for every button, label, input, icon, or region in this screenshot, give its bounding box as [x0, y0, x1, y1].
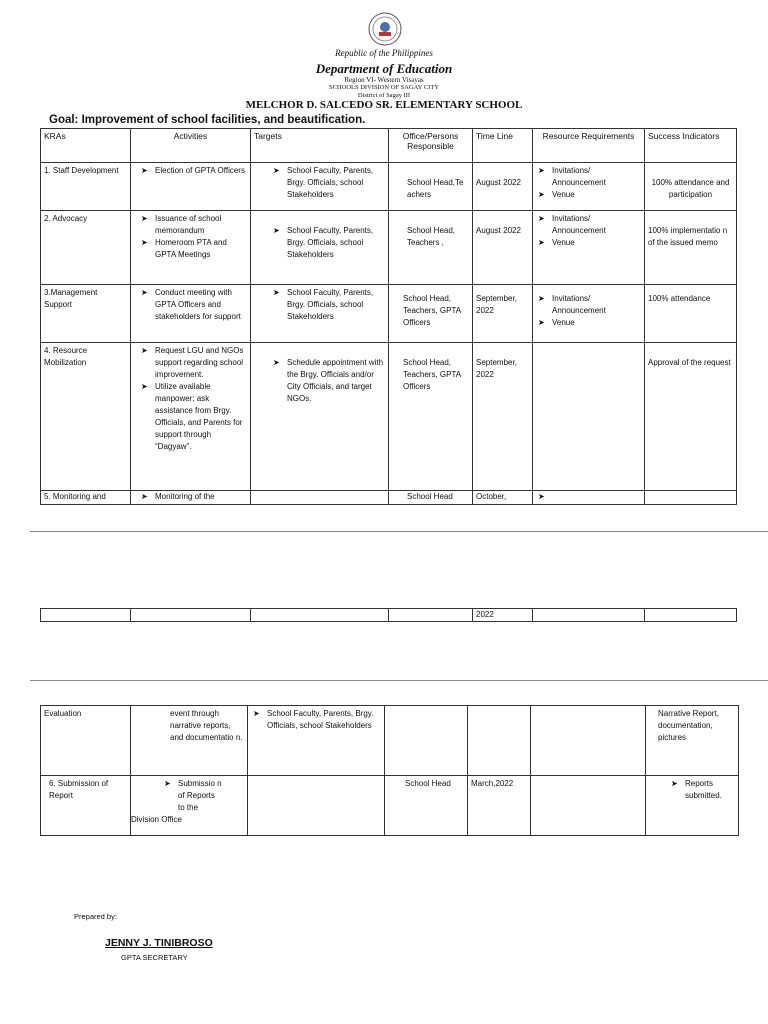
bullet-text: Election of GPTA Officers [155, 166, 245, 175]
column-header: Time Line [473, 129, 533, 163]
bullet-item [669, 778, 735, 802]
kra-cell: 2. Advocacy [41, 211, 131, 285]
bullet-text: Schedule appointment with the Brgy. Officials and/or City Officials, and target NGOs. [287, 358, 384, 403]
bullet-text: School Faculty, Parents, Brgy. Officials, school Stakeholders [267, 709, 374, 730]
bullet-item [536, 317, 641, 329]
timeline-cell: October, [473, 491, 533, 505]
activities-cell [131, 343, 251, 491]
bullet-text: Reports submitted. [685, 779, 722, 800]
bullet-text: Monitoring of the [155, 492, 215, 501]
kra-cell: Evaluation [41, 706, 131, 776]
bullet-item [139, 165, 247, 177]
bullet-text: Request LGU and NGOs support regarding school improvement. [155, 346, 244, 379]
table-row [41, 609, 737, 622]
bullet-item [139, 237, 247, 261]
bullet-item [251, 708, 381, 732]
arrow-bullet-icon: ➤ [141, 238, 148, 247]
bullet-item [271, 225, 385, 261]
activities-cell [131, 163, 251, 211]
bullet-text: School Faculty, Parents, Brgy. Officials, school Stakeholders [287, 226, 374, 259]
resources-cell [533, 285, 645, 343]
bullet-item [271, 165, 385, 201]
timeline-cell: September, 2022 [473, 285, 533, 343]
arrow-bullet-icon: ➤ [141, 166, 148, 175]
district-line: District of Sagay III [357, 92, 411, 99]
continued-table [40, 608, 737, 622]
bullet-text: Issuance of school memorandum [155, 214, 222, 235]
targets-cell [251, 343, 389, 491]
office-cell: School Head, Teachers, GPTA Officers [389, 343, 473, 491]
activities-cell [131, 776, 248, 836]
targets-cell [248, 776, 385, 836]
arrow-bullet-icon: ➤ [273, 288, 280, 297]
bullet-item [536, 189, 641, 201]
bullet-item [536, 237, 641, 249]
table-row [41, 491, 737, 505]
arrow-bullet-icon: ➤ [273, 166, 280, 175]
kra-cell: 4. Resource Mobilization [41, 343, 131, 491]
arrow-bullet-icon: ➤ [273, 226, 280, 235]
targets-cell [248, 706, 385, 776]
bullet-item [271, 287, 385, 323]
indicators-cell [646, 776, 739, 836]
bullet-text: School Faculty, Parents, Brgy. Officials, school Stakeholders [287, 288, 374, 321]
office-cell: School Head [389, 491, 473, 505]
bullet-text: Invitations/ Announcement [552, 294, 606, 315]
bullet-text: Venue [552, 318, 575, 327]
republic-line: Republic of the Philippines [335, 48, 433, 58]
activities-cell [131, 285, 251, 343]
timeline-cell: March,2022 [468, 776, 531, 836]
action-plan-table [40, 128, 737, 505]
column-header: Activities [131, 129, 251, 163]
targets-cell [251, 491, 389, 505]
kra-cell: 3.Management Support [41, 285, 131, 343]
kra-cell: 5. Monitoring and [41, 491, 131, 505]
goal-statement: Goal: Improvement of school facilities, and beautification. [49, 114, 366, 126]
activities-cell [131, 491, 251, 505]
arrow-bullet-icon: ➤ [164, 779, 171, 788]
timeline-cell: August 2022 [473, 163, 533, 211]
arrow-bullet-icon: ➤ [671, 779, 678, 788]
arrow-bullet-icon: ➤ [273, 358, 280, 367]
timeline-cell: 2022 [473, 609, 533, 622]
arrow-bullet-icon: ➤ [141, 288, 148, 297]
table-row [41, 706, 739, 776]
bullet-text: Venue [552, 238, 575, 247]
indicators-cell: Approval of the request [645, 343, 737, 491]
arrow-bullet-icon: ➤ [538, 190, 545, 199]
resources-cell [533, 343, 645, 491]
activities-tail: Division Office [131, 815, 182, 824]
arrow-bullet-icon: ➤ [538, 214, 545, 223]
resources-cell [533, 211, 645, 285]
bullet-text: Utilize available manpower; ask assistance from Brgy. Officials, and Parents for support through “Dagyaw”. [155, 382, 243, 451]
kra-cell: 6. Submission of Report [41, 776, 131, 836]
page-break-line [30, 531, 768, 532]
table-row [41, 285, 737, 343]
office-cell [385, 706, 468, 776]
bullet-item [536, 165, 641, 189]
bullet-item [536, 213, 641, 237]
bullet-item [536, 293, 641, 317]
bullet-text: Homeroom PTA and GPTA Meetings [155, 238, 227, 259]
office-cell: School Head,Te achers [389, 163, 473, 211]
bullet-item [162, 778, 222, 814]
resources-cell [533, 163, 645, 211]
kra-cell: 1. Staff Development [41, 163, 131, 211]
division-line: SCHOOLS DIVISION OF SAGAY CITY [328, 84, 440, 91]
bullet-item [139, 491, 247, 502]
arrow-bullet-icon: ➤ [538, 166, 545, 175]
bullet-item [139, 381, 247, 453]
resources-cell [531, 776, 646, 836]
table-header-row [41, 129, 737, 163]
indicators-cell: 100% implementatio n of the issued memo [645, 211, 737, 285]
bullet-text: Venue [552, 190, 575, 199]
action-plan-table-continued [40, 705, 739, 836]
arrow-bullet-icon: ➤ [141, 382, 148, 391]
bullet-text: School Faculty, Parents, Brgy. Officials, school Stakeholders [287, 166, 374, 199]
office-cell: School Head [385, 776, 468, 836]
targets-cell [251, 285, 389, 343]
indicators-cell: 100% attendance [645, 285, 737, 343]
column-header: Resource Requirements [533, 129, 645, 163]
bullet-item [139, 213, 247, 237]
table-row [41, 211, 737, 285]
page-break-line [30, 680, 768, 681]
signatory-name: JENNY J. TINIBROSO [105, 937, 213, 949]
column-header: KRAs [41, 129, 131, 163]
timeline-cell: August 2022 [473, 211, 533, 285]
resources-cell [531, 706, 646, 776]
bullet-text: Invitations/ Announcement [552, 166, 606, 187]
activities-cell [131, 211, 251, 285]
bullet-text: Invitations/ Announcement [552, 214, 606, 235]
resources-cell [533, 491, 645, 505]
column-header: Success Indicators [645, 129, 737, 163]
bullet-item [139, 345, 247, 381]
arrow-bullet-icon: ➤ [141, 492, 148, 501]
indicators-cell: Narrative Report, documentation, pictures [646, 706, 739, 776]
arrow-bullet-icon: ➤ [538, 294, 545, 303]
signatory-role: GPTA SECRETARY [121, 953, 188, 962]
school-name: MELCHOR D. SALCEDO SR. ELEMENTARY SCHOOL [245, 99, 523, 111]
column-header: Targets [251, 129, 389, 163]
bullet-item [139, 287, 247, 323]
office-cell: School Head, Teachers , [389, 211, 473, 285]
table-row [41, 343, 737, 491]
region-line: Region VI- Western Visayas [344, 76, 424, 84]
arrow-bullet-icon: ➤ [253, 709, 260, 718]
deped-seal-logo [368, 12, 402, 46]
arrow-bullet-icon: ➤ [538, 492, 545, 501]
timeline-cell [468, 706, 531, 776]
bullet-text: Submissio n of Reports to the [178, 779, 222, 812]
arrow-bullet-icon: ➤ [141, 214, 148, 223]
arrow-bullet-icon: ➤ [141, 346, 148, 355]
bullet-item [271, 357, 385, 405]
arrow-bullet-icon: ➤ [538, 318, 545, 327]
department-title: Department of Education [315, 61, 453, 76]
table-row [41, 163, 737, 211]
prepared-by-label: Prepared by: [74, 912, 117, 921]
bullet-text: Conduct meeting with GPTA Officers and stakeholders for support [155, 288, 241, 321]
office-cell: School Head, Teachers, GPTA Officers [389, 285, 473, 343]
timeline-cell: September, 2022 [473, 343, 533, 491]
targets-cell [251, 211, 389, 285]
indicators-cell [645, 491, 737, 505]
arrow-bullet-icon: ➤ [538, 238, 545, 247]
activities-cell: event through narrative reports, and documentatio n. [131, 706, 248, 776]
targets-cell [251, 163, 389, 211]
column-header: Office/Persons Responsible [389, 129, 473, 163]
table-row [41, 776, 739, 836]
indicators-cell: 100% attendance and participation [645, 163, 737, 211]
